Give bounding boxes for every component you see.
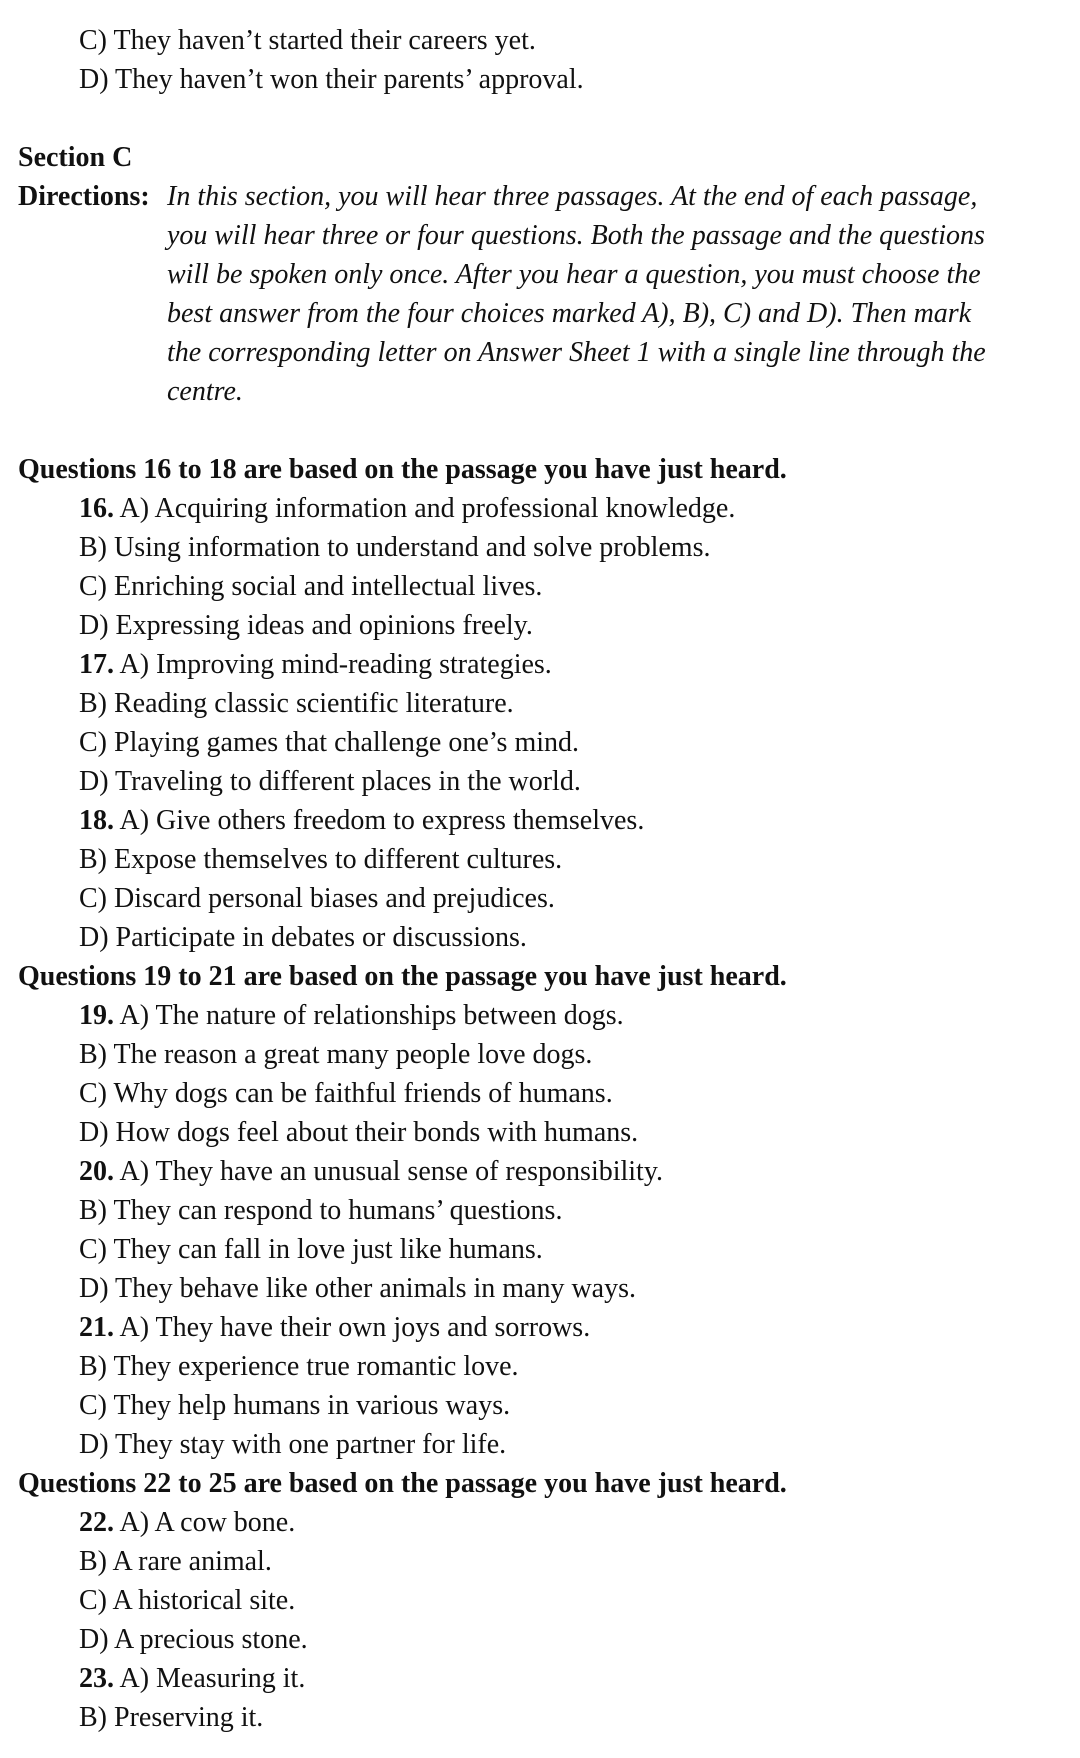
directions-line: best answer from the four choices marked A), B), C) and D). Then mark <box>167 298 972 329</box>
question-number: 21. <box>79 1312 114 1343</box>
option-line: B) The reason a great many people love dogs. <box>79 1039 593 1070</box>
option-line: D) Traveling to different places in the world. <box>79 766 581 797</box>
directions-line: centre. <box>167 376 243 407</box>
group-heading: Questions 16 to 18 are based on the passage you have just heard. <box>18 454 787 485</box>
option-line: B) Expose themselves to different cultures. <box>79 844 563 875</box>
option-line: D) Expressing ideas and opinions freely. <box>79 610 533 641</box>
question-number: 23. <box>79 1663 114 1694</box>
question-19 <box>79 999 624 1033</box>
option-line: B) Reading classic scientific literature. <box>79 688 514 719</box>
question-number: 18. <box>79 805 114 836</box>
option-line: B) A rare animal. <box>79 1546 272 1577</box>
option-line: C) They can fall in love just like humans. <box>79 1234 543 1265</box>
question-number: 17. <box>79 649 114 680</box>
question-number: 22. <box>79 1507 114 1538</box>
option-line: D) Participate in debates or discussions. <box>79 922 527 953</box>
option-line: D) They stay with one partner for life. <box>79 1429 507 1460</box>
option-line: C) A historical site. <box>79 1585 296 1616</box>
option-text: A) Improving mind-reading strategies. <box>119 649 552 680</box>
question-number: 16. <box>79 493 114 524</box>
question-number: 19. <box>79 1000 114 1031</box>
question-23 <box>79 1662 305 1696</box>
option-line: B) They can respond to humans’ questions. <box>79 1195 563 1226</box>
question-21 <box>79 1311 590 1345</box>
option-line: D) They behave like other animals in many ways. <box>79 1273 636 1304</box>
question-17 <box>79 648 552 682</box>
option-line: C) Playing games that challenge one’s mind. <box>79 727 580 758</box>
directions-line: you will hear three or four questions. Both the passage and the questions <box>167 220 985 251</box>
option-line: C) They help humans in various ways. <box>79 1390 511 1421</box>
option-line: D) They haven’t won their parents’ approval. <box>79 64 584 95</box>
option-text: A) They have an unusual sense of responsibility. <box>119 1156 664 1187</box>
question-number: 20. <box>79 1156 114 1187</box>
option-line: D) How dogs feel about their bonds with humans. <box>79 1117 639 1148</box>
option-text: A) Give others freedom to express themselves. <box>119 805 645 836</box>
question-22 <box>79 1506 295 1540</box>
option-line: C) Enriching social and intellectual lives. <box>79 571 543 602</box>
option-line: B) Using information to understand and solve problems. <box>79 532 711 563</box>
option-line: C) Why dogs can be faithful friends of humans. <box>79 1078 613 1109</box>
question-16 <box>79 492 735 526</box>
option-text: A) They have their own joys and sorrows. <box>119 1312 591 1343</box>
directions-label: Directions: <box>18 181 150 212</box>
option-line: B) Preserving it. <box>79 1702 264 1733</box>
option-line: B) They experience true romantic love. <box>79 1351 519 1382</box>
option-line: C) They haven’t started their careers yet. <box>79 25 536 56</box>
option-text: A) The nature of relationships between dogs. <box>119 1000 624 1031</box>
option-line: C) Discard personal biases and prejudices. <box>79 883 555 914</box>
option-text: A) Measuring it. <box>119 1663 306 1694</box>
question-18 <box>79 804 644 838</box>
directions-line: will be spoken only once. After you hear a question, you must choose the <box>167 259 981 290</box>
question-20 <box>79 1155 663 1189</box>
group-heading: Questions 19 to 21 are based on the passage you have just heard. <box>18 961 787 992</box>
directions-line: the corresponding letter on Answer Sheet 1 with a single line through the <box>167 337 986 368</box>
option-text: A) Acquiring information and professional knowledge. <box>119 493 736 524</box>
group-heading: Questions 22 to 25 are based on the passage you have just heard. <box>18 1468 787 1499</box>
option-line: D) A precious stone. <box>79 1624 308 1655</box>
option-text: A) A cow bone. <box>119 1507 296 1538</box>
directions-line: In this section, you will hear three passages. At the end of each passage, <box>167 181 978 212</box>
section-title: Section C <box>18 142 133 173</box>
